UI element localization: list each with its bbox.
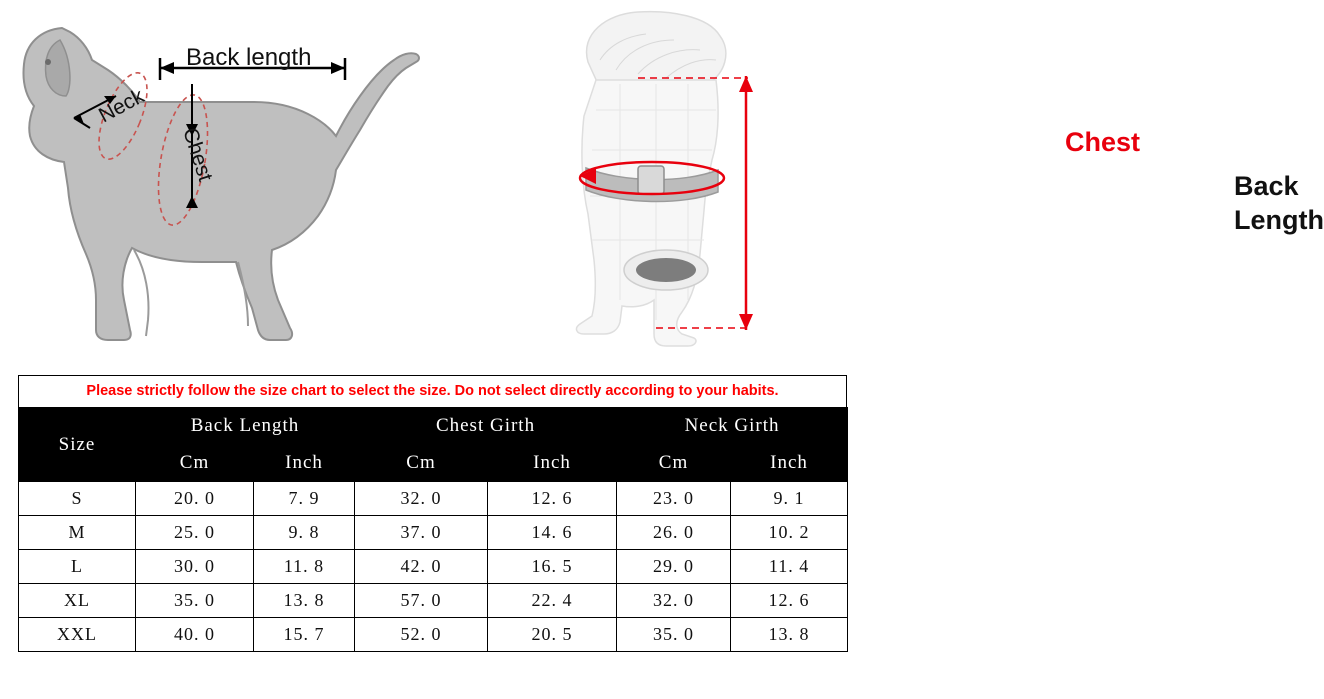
label-chest: Chest (178, 125, 217, 185)
cell-neck-inch: 11. 4 (731, 550, 848, 584)
column-header-chest-inch: Inch (488, 445, 617, 482)
column-header-neck-cm: Cm (617, 445, 731, 482)
cell-back-cm: 40. 0 (136, 618, 254, 652)
cell-back-cm: 20. 0 (136, 482, 254, 516)
cell-chest-cm: 32. 0 (355, 482, 488, 516)
cell-size: XL (19, 584, 136, 618)
label-back-length-photo-line1: Back (1234, 171, 1299, 201)
table-body (19, 482, 848, 652)
column-header-size: Size (19, 408, 136, 482)
cell-neck-inch: 9. 1 (731, 482, 848, 516)
cell-back-inch: 7. 9 (254, 482, 355, 516)
cell-size: S (19, 482, 136, 516)
cell-size: L (19, 550, 136, 584)
cell-back-inch: 15. 7 (254, 618, 355, 652)
dog-coat-photo (470, 0, 1324, 368)
cell-chest-inch: 22. 4 (488, 584, 617, 618)
table-row (19, 550, 848, 584)
label-neck: Neck (95, 84, 149, 128)
coat-illustration-icon (470, 0, 865, 368)
cell-neck-cm: 35. 0 (617, 618, 731, 652)
table-row (19, 482, 848, 516)
table-header (19, 408, 848, 482)
cell-chest-inch: 20. 5 (488, 618, 617, 652)
cell-back-cm: 30. 0 (136, 550, 254, 584)
column-header-back-length: Back Length (136, 408, 355, 445)
table-row (19, 516, 848, 550)
column-header-neck-inch: Inch (731, 445, 848, 482)
cell-neck-cm: 29. 0 (617, 550, 731, 584)
column-header-back-length-inch: Inch (254, 445, 355, 482)
column-header-neck-girth: Neck Girth (617, 408, 848, 445)
size-chart-section (18, 375, 847, 652)
table-header-row-groups (19, 408, 848, 445)
cell-neck-cm: 32. 0 (617, 584, 731, 618)
cell-back-inch: 13. 8 (254, 584, 355, 618)
size-chart-table (18, 407, 848, 652)
table-header-row-units (19, 445, 848, 482)
table-row (19, 584, 848, 618)
cell-chest-inch: 12. 6 (488, 482, 617, 516)
cell-back-inch: 11. 8 (254, 550, 355, 584)
cell-chest-cm: 52. 0 (355, 618, 488, 652)
cell-chest-inch: 16. 5 (488, 550, 617, 584)
cell-chest-inch: 14. 6 (488, 516, 617, 550)
cell-size: M (19, 516, 136, 550)
cell-back-cm: 25. 0 (136, 516, 254, 550)
table-row (19, 618, 848, 652)
label-back-length-photo (1234, 170, 1324, 238)
cell-neck-inch: 13. 8 (731, 618, 848, 652)
dog-measurement-diagram (0, 0, 470, 368)
label-chest-photo: Chest (1065, 127, 1141, 157)
cell-size: XXL (19, 618, 136, 652)
column-header-chest-cm: Cm (355, 445, 488, 482)
column-header-chest-girth: Chest Girth (355, 408, 617, 445)
cell-neck-inch: 10. 2 (731, 516, 848, 550)
label-back-length-photo-line2: Length (1234, 204, 1324, 235)
cell-neck-inch: 12. 6 (731, 584, 848, 618)
label-back-length: Back length (186, 44, 312, 71)
cell-chest-cm: 42. 0 (355, 550, 488, 584)
cell-back-cm: 35. 0 (136, 584, 254, 618)
cell-neck-cm: 23. 0 (617, 482, 731, 516)
column-header-back-length-cm: Cm (136, 445, 254, 482)
cell-chest-cm: 37. 0 (355, 516, 488, 550)
cell-back-inch: 9. 8 (254, 516, 355, 550)
cell-chest-cm: 57. 0 (355, 584, 488, 618)
cell-neck-cm: 26. 0 (617, 516, 731, 550)
size-chart-notice: Please strictly follow the size chart to select the size. Do not select directly according to your habits. (18, 375, 847, 407)
